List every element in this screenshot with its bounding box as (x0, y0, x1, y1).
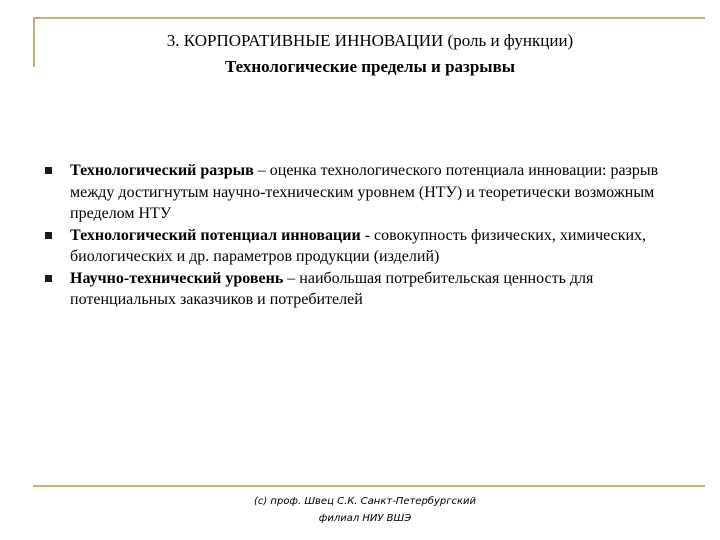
square-bullet-icon (45, 275, 52, 282)
footer-credit-line2: филиал НИУ ВШЭ (318, 513, 412, 524)
slide-title-heading: 3. КОРПОРАТИВНЫЕ ИННОВАЦИИ (роль и функции) (166, 31, 574, 50)
list-item-term: Научно-технический уровень (70, 269, 284, 287)
list-item-text: – наибольшая потребительская ценность для потенциальных заказчиков и потребителей (70, 269, 594, 308)
list-item (40, 268, 690, 311)
frame-left-rule (33, 17, 35, 67)
footer-rule (33, 485, 705, 487)
slide-subtitle: Технологические пределы и разрывы (224, 57, 516, 76)
list-item-term: Технологический разрыв (70, 162, 254, 179)
list-item-text: - совокупность физических, химических, биологических и др. параметров продукции (изделий) (70, 226, 647, 265)
frame-top-rule (33, 17, 705, 19)
slide-title (40, 28, 700, 80)
bullet-list (40, 160, 690, 311)
square-bullet-icon (45, 167, 52, 174)
footer-credit (200, 493, 530, 527)
square-bullet-icon (45, 232, 52, 239)
footer-credit-line1: (с) проф. Швец С.К. Санкт-Петербургский (253, 496, 477, 507)
list-item-term: Технологический потенциал инновации (70, 226, 361, 244)
list-item (40, 160, 690, 225)
list-item (40, 225, 690, 268)
list-item-text: – оценка технологического потенциала инновации: разрыв между достигнутым научно-техническим уровнем (НТУ) и теоретически возможным пределом НТУ (70, 162, 659, 222)
